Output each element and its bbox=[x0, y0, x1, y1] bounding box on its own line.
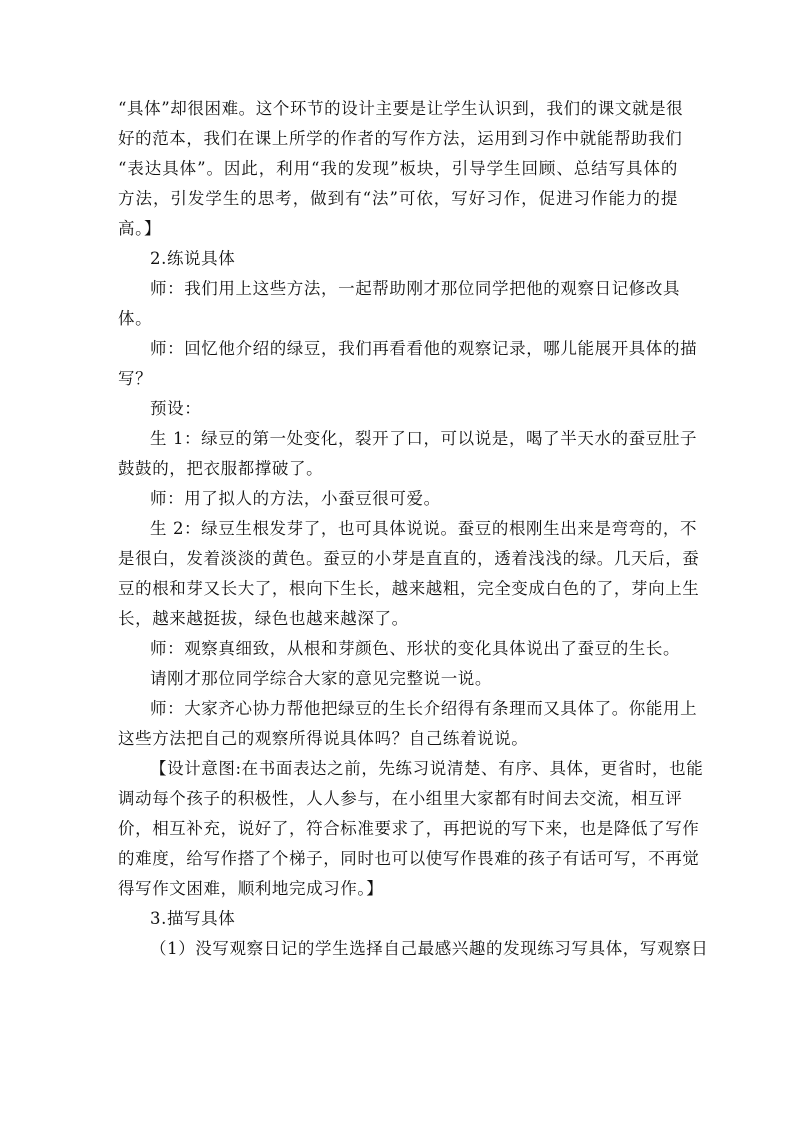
text-line: 长，越来越挺拔，绿色也越来越深了。 bbox=[118, 609, 409, 628]
text-line: 体。 bbox=[118, 309, 153, 328]
text-line: “具体”却很困难。这个环节的设计主要是让学生认识到，我们的课文就是很 bbox=[118, 99, 684, 118]
text-line: “表达具体”。因此，利用“我的发现”板块，引导学生回顾、总结写具体的 bbox=[118, 159, 678, 178]
text-line: （1）没写观察日记的学生选择自己最感兴趣的发现练习写具体，写观察日 bbox=[150, 939, 709, 958]
text-line: 预设： bbox=[150, 399, 202, 418]
text-line: 得写作文困难，顺利地完成习作。】 bbox=[118, 879, 384, 898]
text-line: 师：我们用上这些方法，一起帮助刚才那位同学把他的观察日记修改具 bbox=[150, 279, 681, 298]
text-line: 师：观察真细致，从根和芽颜色、形状的变化具体说出了蚕豆的生长。 bbox=[150, 639, 681, 658]
text-line: 写？ bbox=[118, 369, 153, 388]
text-line: 豆的根和芽又长大了，根向下生长，越来越粗，完全变成白色的了，芽向上生 bbox=[118, 579, 700, 598]
text-line: 好的范本，我们在课上所学的作者的写作方法，运用到习作中就能帮助我们 bbox=[118, 129, 683, 148]
text-line: 【设计意图:在书面表达之前，先练习说清楚、有序、具体，更省时，也能 bbox=[150, 759, 704, 778]
document-page bbox=[118, 94, 709, 964]
text-line: 请刚才那位同学综合大家的意见完整说一说。 bbox=[150, 669, 492, 688]
text-line: 2.练说具体 bbox=[150, 249, 236, 268]
text-line: 生 2：绿豆生根发芽了，也可具体说说。蚕豆的根刚生出来是弯弯的，不 bbox=[150, 519, 698, 538]
text-line: 方法，引发学生的思考，做到有“法”可依，写好习作，促进习作能力的提 bbox=[118, 189, 678, 208]
text-line: 师：用了拟人的方法，小蚕豆很可爱。 bbox=[150, 489, 441, 508]
text-line: 师：大家齐心协力帮他把绿豆的生长介绍得有条理而又具体了。你能用上 bbox=[150, 699, 698, 718]
text-line: 价，相互补充，说好了，符合标准要求了，再把说的写下来，也是降低了写作 bbox=[118, 819, 700, 838]
text-line: 是很白，发着淡淡的黄色。蚕豆的小芽是直直的，透着浅浅的绿。几天后，蚕 bbox=[118, 549, 700, 568]
text-line: 调动每个孩子的积极性，人人参与，在小组里大家都有时间去交流，相互评 bbox=[118, 789, 683, 808]
text-line: 生 1：绿豆的第一处变化，裂开了口，可以说是，喝了半天水的蚕豆肚子 bbox=[150, 429, 698, 448]
text-line: 鼓鼓的，把衣服都撑破了。 bbox=[118, 459, 324, 478]
text-line: 这些方法把自己的观察所得说具体吗？自己练着说说。 bbox=[118, 729, 529, 748]
text-line: 3.描写具体 bbox=[150, 909, 236, 928]
text-line: 的难度，给写作搭了个梯子，同时也可以使写作畏难的孩子有话可写，不再觉 bbox=[118, 849, 700, 868]
text-line: 师：回忆他介绍的绿豆，我们再看看他的观察记录，哪儿能展开具体的描 bbox=[150, 339, 698, 358]
text-line: 高。】 bbox=[118, 219, 162, 238]
